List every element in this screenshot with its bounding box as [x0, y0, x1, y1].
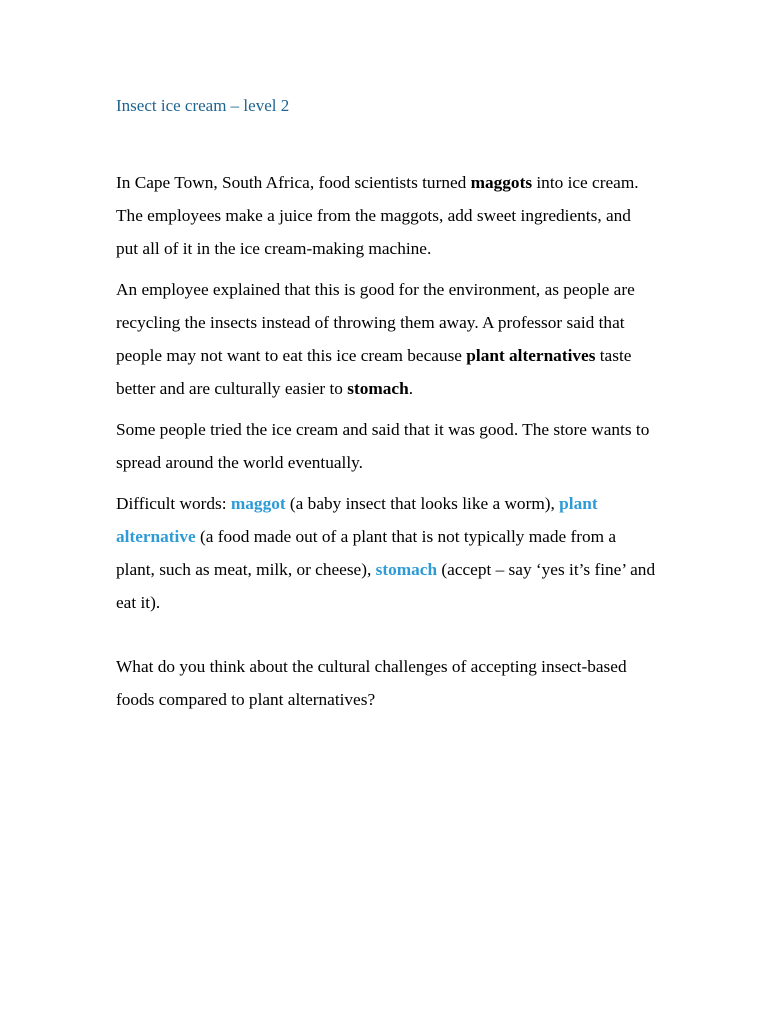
definition-stomach: (accept – say ‘yes it’s fine’ and eat it).: [116, 560, 656, 612]
bold-term-stomach: stomach: [347, 379, 409, 398]
paragraph-explanation-text-3: .: [408, 379, 414, 398]
keyword-maggot: maggot: [230, 494, 286, 513]
discussion-question: What do you think about the cultural challenges of accepting insect-based foods compared to plant alternatives?: [116, 657, 627, 709]
paragraph-intro-text-1: In Cape Town, South Africa, food scientists turned: [116, 173, 471, 192]
keyword-stomach: stomach: [375, 560, 438, 579]
document-page: [116, 93, 656, 724]
paragraph-explanation-text-2: taste better and are culturally easier to: [116, 346, 632, 398]
article-title: Insect ice cream – level 2: [116, 96, 290, 115]
definition-maggot: (a baby insect that looks like a worm),: [285, 494, 560, 513]
paragraph-explanation: [116, 273, 656, 405]
difficult-words-label: Difficult words:: [116, 494, 231, 513]
paragraph-intro-text-2: into ice cream. The employees make a juice from the maggots, add sweet ingredients, and put all of it in the ice cream-making machine.: [116, 173, 639, 258]
bold-term-maggots: maggots: [470, 173, 533, 192]
paragraph-intro: [116, 166, 656, 265]
paragraph-reception: Some people tried the ice cream and said that it was good. The store wants to spread around the world eventually.: [116, 420, 650, 472]
difficult-words: [116, 487, 656, 619]
bold-term-plant-alternatives: plant alternatives: [466, 346, 596, 365]
keyword-plant-alternative: plant alternative: [116, 494, 598, 546]
definition-plant-alternative: (a food made out of a plant that is not typically made from a plant, such as meat, milk, or cheese),: [116, 527, 617, 579]
paragraph-explanation-text-1: An employee explained that this is good for the environment, as people are recycling the insects instead of throwing them away. A professor said that people may not want to eat this ice cream because: [116, 280, 635, 365]
